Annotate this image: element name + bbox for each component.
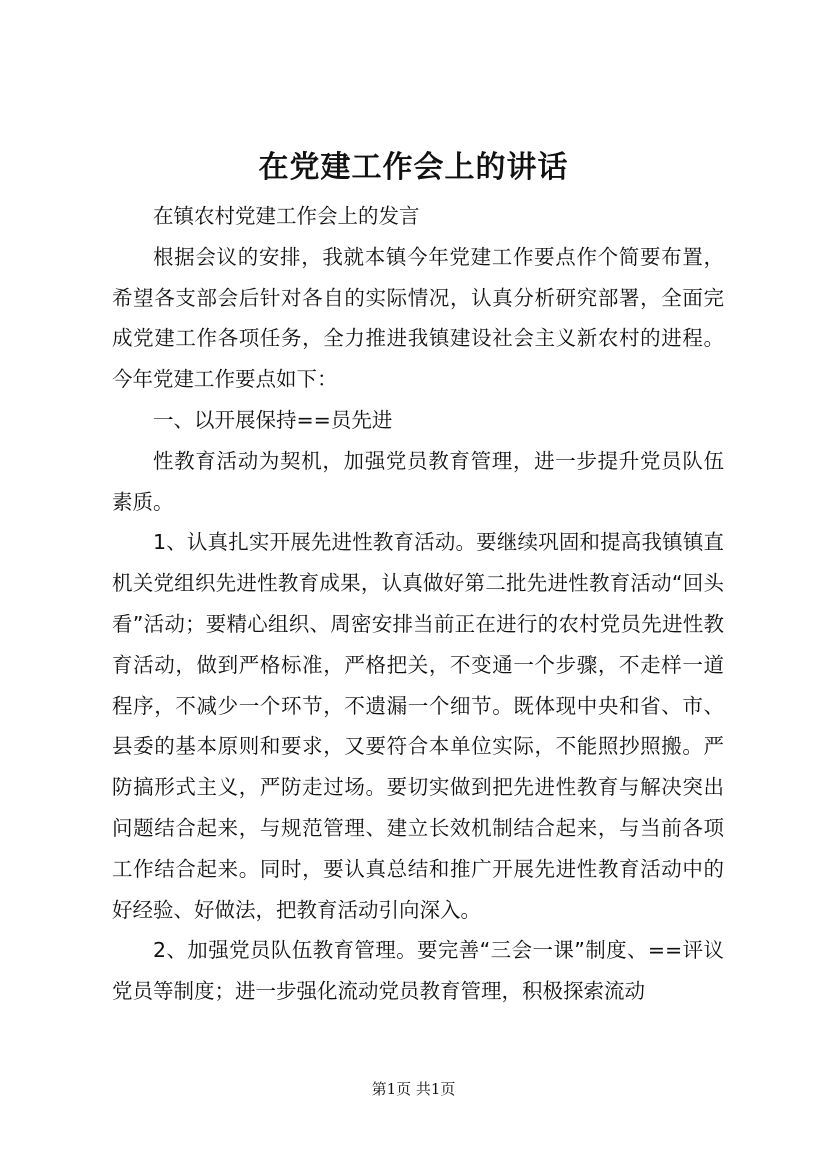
section-heading: 一、以开展保持==员先进 bbox=[153, 407, 393, 432]
document-body bbox=[112, 196, 724, 1012]
document-title: 在党建工作会上的讲话 bbox=[258, 150, 569, 185]
body-paragraph: 性教育活动为契机，加强党员教育管理，进一步提升党员队伍素质。 bbox=[112, 448, 724, 514]
body-paragraph: 2、加强党员队伍教育管理。要完善“三会一课”制度、==评议党员等制度；进一步强化流动党员教育管理，积极探索流动 bbox=[112, 938, 724, 1004]
subtitle-paragraph: 在镇农村党建工作会上的发言 bbox=[153, 204, 420, 228]
body-paragraph: 根据会议的安排，我就本镇今年党建工作要点作个简要布置，希望各支部会后针对各自的实际情况，认真分析研究部署，全面完成党建工作各项任务，全力推进我镇建设社会主义新农村的进程。今年党建工作要点如下： bbox=[112, 244, 724, 392]
page-footer: 第1页 共1页 bbox=[371, 1080, 456, 1098]
body-paragraph: 1、认真扎实开展先进性教育活动。要继续巩固和提高我镇镇直机关党组织先进性教育成果，认真做好第二批先进性教育活动“回头看”活动；要精心组织、周密安排当前正在进行的农村党员先进性教育活动，做到严格标准，严格把关，不变通一个步骤，不走样一道程序，不减少一个环节，不遗漏一个细节。既体现中央和省、市、县委的基本原则和要求，又要符合本单位实际，不能照抄照搬。严防搞形式主义，严防走过场。要切实做到把先进性教育与解决突出问题结合起来，与规范管理、建立长效机制结合起来，与当前各项工作结合起来。同时，要认真总结和推广开展先进性教育活动中的好经验、好做法，把教育活动引向深入。 bbox=[112, 530, 724, 922]
